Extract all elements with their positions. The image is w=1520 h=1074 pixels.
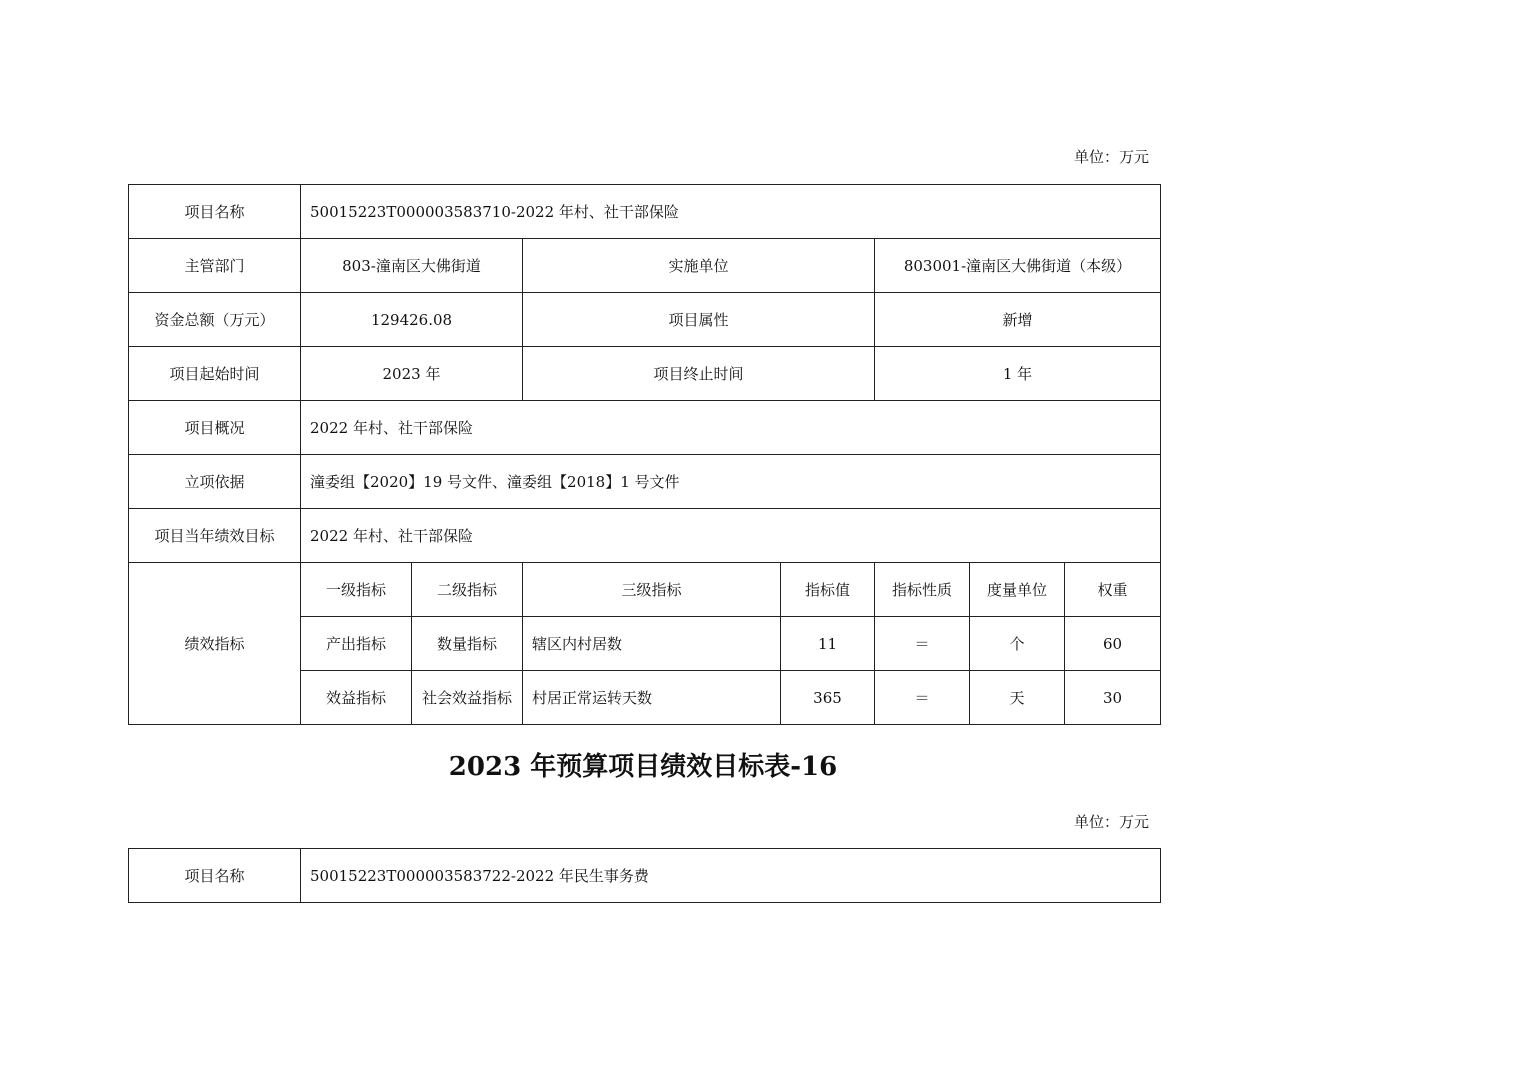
- basis-value: 潼委组【2020】19 号文件、潼委组【2018】1 号文件: [301, 455, 1161, 509]
- unit-label: 单位：万元: [1073, 813, 1149, 831]
- header-unit: 度量单位: [970, 563, 1065, 617]
- row2-level3: 村居正常运转天数: [523, 671, 781, 725]
- performance-table-15: [128, 184, 1161, 725]
- row1-level3: 辖区内村居数: [523, 617, 781, 671]
- row1-level2: 数量指标: [412, 617, 523, 671]
- row2-level2: 社会效益指标: [412, 671, 523, 725]
- header-weight: 权重: [1065, 563, 1161, 617]
- table-row: [129, 239, 1161, 293]
- overview-label: 项目概况: [129, 401, 301, 455]
- basis-label: 立项依据: [129, 455, 301, 509]
- header-level3: 三级指标: [523, 563, 781, 617]
- start-value: 2023 年: [301, 347, 523, 401]
- impl-value: 803001-潼南区大佛街道（本级）: [875, 239, 1161, 293]
- fund-label: 资金总额（万元）: [129, 293, 301, 347]
- table-row: [129, 185, 1161, 239]
- header-nature: 指标性质: [875, 563, 970, 617]
- project-name-label: 项目名称: [129, 185, 301, 239]
- table-row: [129, 509, 1161, 563]
- row2-unit: 天: [970, 671, 1065, 725]
- end-label: 项目终止时间: [523, 347, 875, 401]
- table-row: [129, 849, 1161, 903]
- fund-value: 129426.08: [301, 293, 523, 347]
- dept-value: 803-潼南区大佛街道: [301, 239, 523, 293]
- project-name-value: 50015223T000003583710-2022 年村、社干部保险: [301, 185, 1161, 239]
- table-row: [129, 563, 1161, 617]
- row1-nature: ＝: [875, 617, 970, 671]
- row2-value: 365: [781, 671, 875, 725]
- table-row: [129, 401, 1161, 455]
- end-value: 1 年: [875, 347, 1161, 401]
- row2-level1: 效益指标: [301, 671, 412, 725]
- table-row: [129, 293, 1161, 347]
- table-row: [129, 347, 1161, 401]
- indicator-label: 绩效指标: [129, 563, 301, 725]
- goal-label: 项目当年绩效目标: [129, 509, 301, 563]
- table-title: 2023 年预算项目绩效目标表-16: [448, 752, 838, 782]
- unit-label: 单位：万元: [1073, 148, 1149, 166]
- attr-value: 新增: [875, 293, 1161, 347]
- row1-unit: 个: [970, 617, 1065, 671]
- impl-label: 实施单位: [523, 239, 875, 293]
- header-value: 指标值: [781, 563, 875, 617]
- dept-label: 主管部门: [129, 239, 301, 293]
- project-name-value: 50015223T000003583722-2022 年民生事务费: [301, 849, 1161, 903]
- start-label: 项目起始时间: [129, 347, 301, 401]
- header-level2: 二级指标: [412, 563, 523, 617]
- performance-table-16: [128, 848, 1161, 903]
- overview-value: 2022 年村、社干部保险: [301, 401, 1161, 455]
- row2-weight: 30: [1065, 671, 1161, 725]
- goal-value: 2022 年村、社干部保险: [301, 509, 1161, 563]
- row2-nature: ＝: [875, 671, 970, 725]
- row1-level1: 产出指标: [301, 617, 412, 671]
- header-level1: 一级指标: [301, 563, 412, 617]
- table-row: [129, 455, 1161, 509]
- row1-value: 11: [781, 617, 875, 671]
- project-name-label: 项目名称: [129, 849, 301, 903]
- row1-weight: 60: [1065, 617, 1161, 671]
- attr-label: 项目属性: [523, 293, 875, 347]
